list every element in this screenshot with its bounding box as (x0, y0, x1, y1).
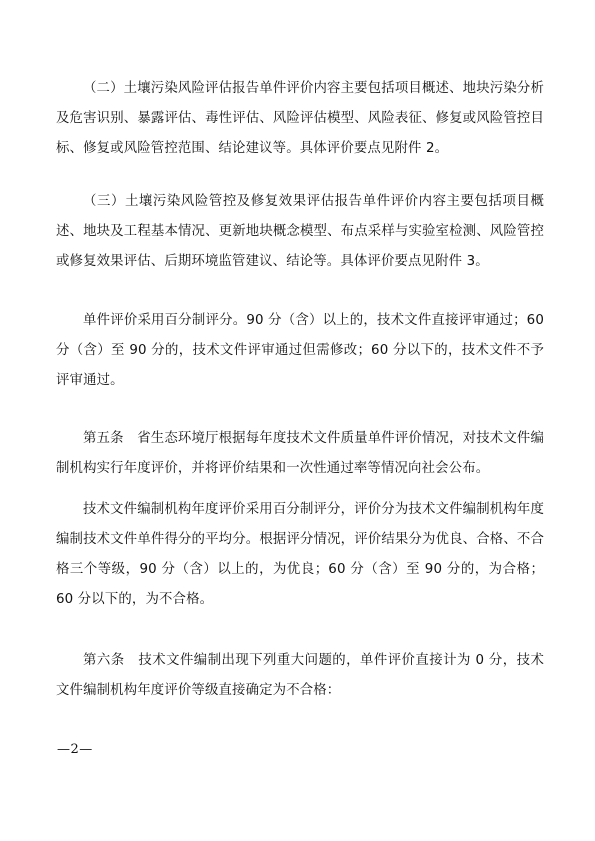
paragraph-article-5: 第五条 省生态环境厅根据每年度技术文件质量单件评价情况，对技术文件编制机构实行年度评价，并将评价结果和一次性通过率等情况向社会公布。 (56, 431, 544, 476)
paragraph-scoring-rules: 单件评价采用百分制评分。90 分（含）以上的，技术文件直接评审通过；60 分（含）至 90 分的，技术文件评审通过但需修改；60 分以下的，技术文件不予评审通过。 (56, 313, 544, 388)
page-number: —2— (57, 742, 93, 757)
paragraph-article-6: 第六条 技术文件编制出现下列重大问题的，单件评价直接计为 0 分，技术文件编制机构年度评价等级直接确定为不合格： (56, 653, 544, 698)
paragraph-risk-assessment-report: （二）土壤污染风险评估报告单件评价内容主要包括项目概述、地块污染分析及危害识别、暴露评估、毒性评估、风险评估模型、风险表征、修复或风险管控目标、修复或风险管控范围、结论建议等。具体评价要点见附件 2。 (56, 81, 544, 156)
paragraph-remediation-effect-report: （三）土壤污染风险管控及修复效果评估报告单件评价内容主要包括项目概述、地块及工程基本情况、更新地块概念模型、布点采样与实验室检测、风险管控或修复效果评估、后期环境监管建议、结论等。具体评价要点见附件 3。 (56, 194, 544, 269)
paragraph-annual-evaluation: 技术文件编制机构年度评价采用百分制评分，评价分为技术文件编制机构年度编制技术文件单件得分的平均分。根据评分情况，评价结果分为优良、合格、不合格三个等级，90 分（含）以上的，为优良；60 分（含）至 90 分的，为合格；60 分以下的，为不合格。 (56, 502, 544, 607)
